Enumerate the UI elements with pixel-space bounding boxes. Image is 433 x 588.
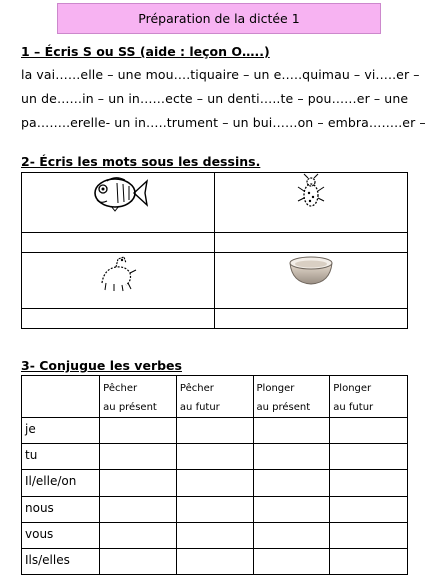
answer-cell[interactable] (330, 470, 408, 497)
answer-cell[interactable] (253, 523, 330, 549)
answer-cell[interactable] (100, 418, 177, 444)
verb-label: Pêcher (179, 383, 214, 394)
column-header (253, 376, 330, 418)
pronoun-cell: tu (22, 444, 100, 470)
answer-cell[interactable] (330, 549, 408, 575)
answer-cell[interactable] (330, 523, 408, 549)
answer-cell[interactable] (100, 549, 177, 575)
tense-label: au présent (256, 402, 311, 413)
section3-heading: 3- Conjugue les verbes (21, 358, 182, 373)
verb-label: Plonger (256, 383, 295, 394)
title-box (57, 3, 381, 34)
answer-cell[interactable] (330, 497, 408, 523)
answer-cell[interactable] (215, 309, 408, 329)
verb-label: Plonger (333, 383, 372, 394)
drawing-cell (22, 253, 215, 309)
answer-cell[interactable] (253, 497, 330, 523)
table-row (22, 418, 408, 444)
page-title: Préparation de la dictée 1 (138, 11, 300, 26)
exercise-line-1: la vai……elle – une mou….tiquaire – un e…..quimau – vi…..er – (21, 67, 420, 82)
table-row (22, 549, 408, 575)
answer-cell[interactable] (100, 523, 177, 549)
answer-cell[interactable] (215, 233, 408, 253)
animal-drawing (96, 253, 140, 293)
answer-cell[interactable] (253, 418, 330, 444)
pronoun-cell: nous (22, 497, 100, 523)
verb-label: Pêcher (103, 383, 138, 394)
drawing-cell (215, 253, 408, 309)
table-row (22, 470, 408, 497)
answer-cell[interactable] (176, 418, 253, 444)
table-row (22, 523, 408, 549)
answer-cell[interactable] (253, 444, 330, 470)
answer-cell[interactable] (176, 523, 253, 549)
pronoun-cell: Il/elle/on (22, 470, 100, 497)
answer-cell[interactable] (330, 418, 408, 444)
tense-label: au futur (333, 402, 374, 413)
answer-cell[interactable] (100, 470, 177, 497)
answer-cell[interactable] (330, 444, 408, 470)
section2-heading: 2- Écris les mots sous les dessins. (21, 154, 261, 169)
column-header (176, 376, 253, 418)
fish-drawing (87, 173, 149, 213)
insect-drawing (296, 173, 326, 213)
answer-cell[interactable] (253, 549, 330, 575)
tense-label: au présent (103, 402, 157, 413)
corner-cell (22, 376, 100, 418)
answer-cell[interactable] (176, 470, 253, 497)
answer-cell[interactable] (100, 444, 177, 470)
pronoun-cell: vous (22, 523, 100, 549)
pronoun-cell: Ils/elles (22, 549, 100, 575)
drawings-table (21, 172, 408, 329)
section1-heading: 1 – Écris S ou SS (aide : leçon O…..) (21, 44, 270, 59)
table-row (22, 444, 408, 470)
exercise-line-3: pa……..erelle- un in…..trument – un bui……on – embra……..er – (21, 115, 426, 130)
answer-cell[interactable] (176, 549, 253, 575)
answer-cell[interactable] (22, 309, 215, 329)
tense-label: au futur (179, 402, 220, 413)
answer-cell[interactable] (176, 444, 253, 470)
drawing-cell (22, 173, 215, 233)
answer-cell[interactable] (176, 497, 253, 523)
column-header (100, 376, 177, 418)
conjugation-table (21, 375, 408, 575)
answer-cell[interactable] (253, 470, 330, 497)
answer-cell[interactable] (100, 497, 177, 523)
pronoun-cell: je (22, 418, 100, 444)
bowl-drawing (286, 253, 336, 287)
column-header (330, 376, 408, 418)
exercise-line-2: un de……in – un in……ecte – un denti…..te – pou……er – une (21, 91, 409, 106)
drawing-cell (215, 173, 408, 233)
answer-cell[interactable] (22, 233, 215, 253)
table-row (22, 497, 408, 523)
